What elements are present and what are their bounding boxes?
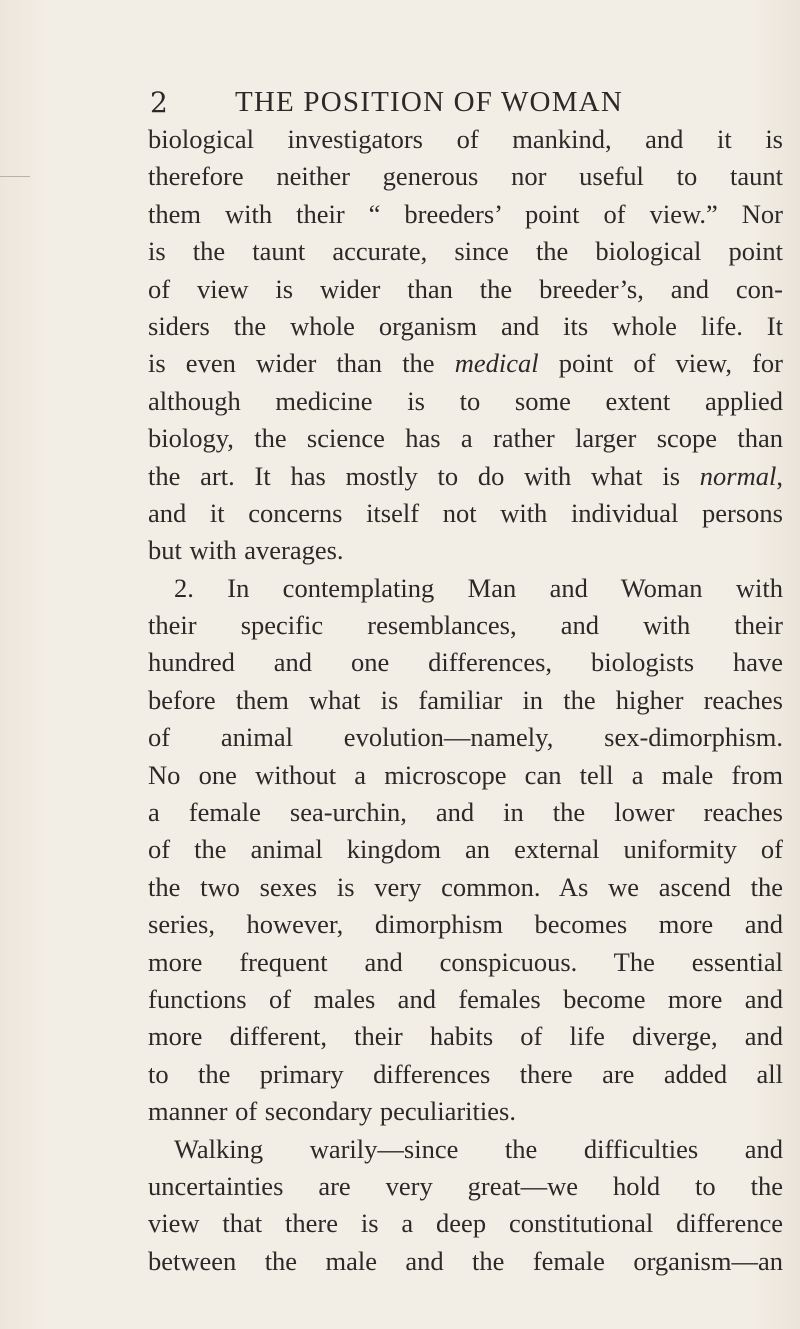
- text-line: although medicine is to some extent applied: [148, 385, 783, 416]
- text-line: functions of males and females become more and: [148, 983, 783, 1014]
- text-line: is even wider than the medical point of view, for: [148, 348, 783, 379]
- text-line: siders the whole organism and its whole life. It: [148, 310, 783, 341]
- text-line: 2. In contemplating Man and Woman with: [174, 572, 783, 603]
- text-line: No one without a microscope can tell a male from: [148, 759, 783, 790]
- text-line: is the taunt accurate, since the biological point: [148, 236, 783, 267]
- text-line: therefore neither generous nor useful to taunt: [148, 161, 783, 192]
- text-line: Walking warily—since the difficulties and: [174, 1133, 783, 1164]
- text-line: to the primary differences there are added all: [148, 1058, 783, 1089]
- text-line: hundred and one differences, biologists have: [148, 647, 783, 678]
- text-line: more frequent and conspicuous. The essential: [148, 946, 783, 977]
- text-line: and it concerns itself not with individual persons: [148, 497, 783, 528]
- text-line: the art. It has mostly to do with what is normal,: [148, 460, 783, 491]
- text-line: them with their “ breeders’ point of view.” Nor: [148, 198, 783, 229]
- text-line: view that there is a deep constitutional difference: [148, 1208, 783, 1239]
- text-line: series, however, dimorphism becomes more and: [148, 909, 783, 940]
- running-head-title: THE POSITION OF WOMAN: [235, 86, 623, 118]
- text-line: before them what is familiar in the higher reaches: [148, 684, 783, 715]
- text-line: of the animal kingdom an external uniformity of: [148, 834, 783, 865]
- text-line: manner of secondary peculiarities.: [148, 1096, 516, 1127]
- text-line: a female sea-urchin, and in the lower reaches: [148, 797, 783, 828]
- body-text: [148, 121, 783, 1280]
- page-edge-mark: [0, 176, 30, 177]
- text-line: biological investigators of mankind, and it is: [148, 124, 783, 154]
- text-line: of view is wider than the breeder’s, and con-: [148, 273, 783, 304]
- text-line: more different, their habits of life diverge, and: [148, 1021, 783, 1052]
- page-number: 2: [150, 86, 169, 119]
- text-line: the two sexes is very common. As we ascend the: [148, 871, 783, 902]
- text-line: uncertainties are very great—we hold to the: [148, 1170, 783, 1201]
- running-head: [150, 86, 740, 126]
- text-line: of animal evolution—namely, sex-dimorphism.: [148, 722, 783, 753]
- text-line: but with averages.: [148, 535, 344, 566]
- text-line: between the male and the female organism—an: [148, 1245, 783, 1276]
- text-line: biology, the science has a rather larger scope than: [148, 423, 783, 454]
- text-line: their specific resemblances, and with their: [148, 610, 783, 641]
